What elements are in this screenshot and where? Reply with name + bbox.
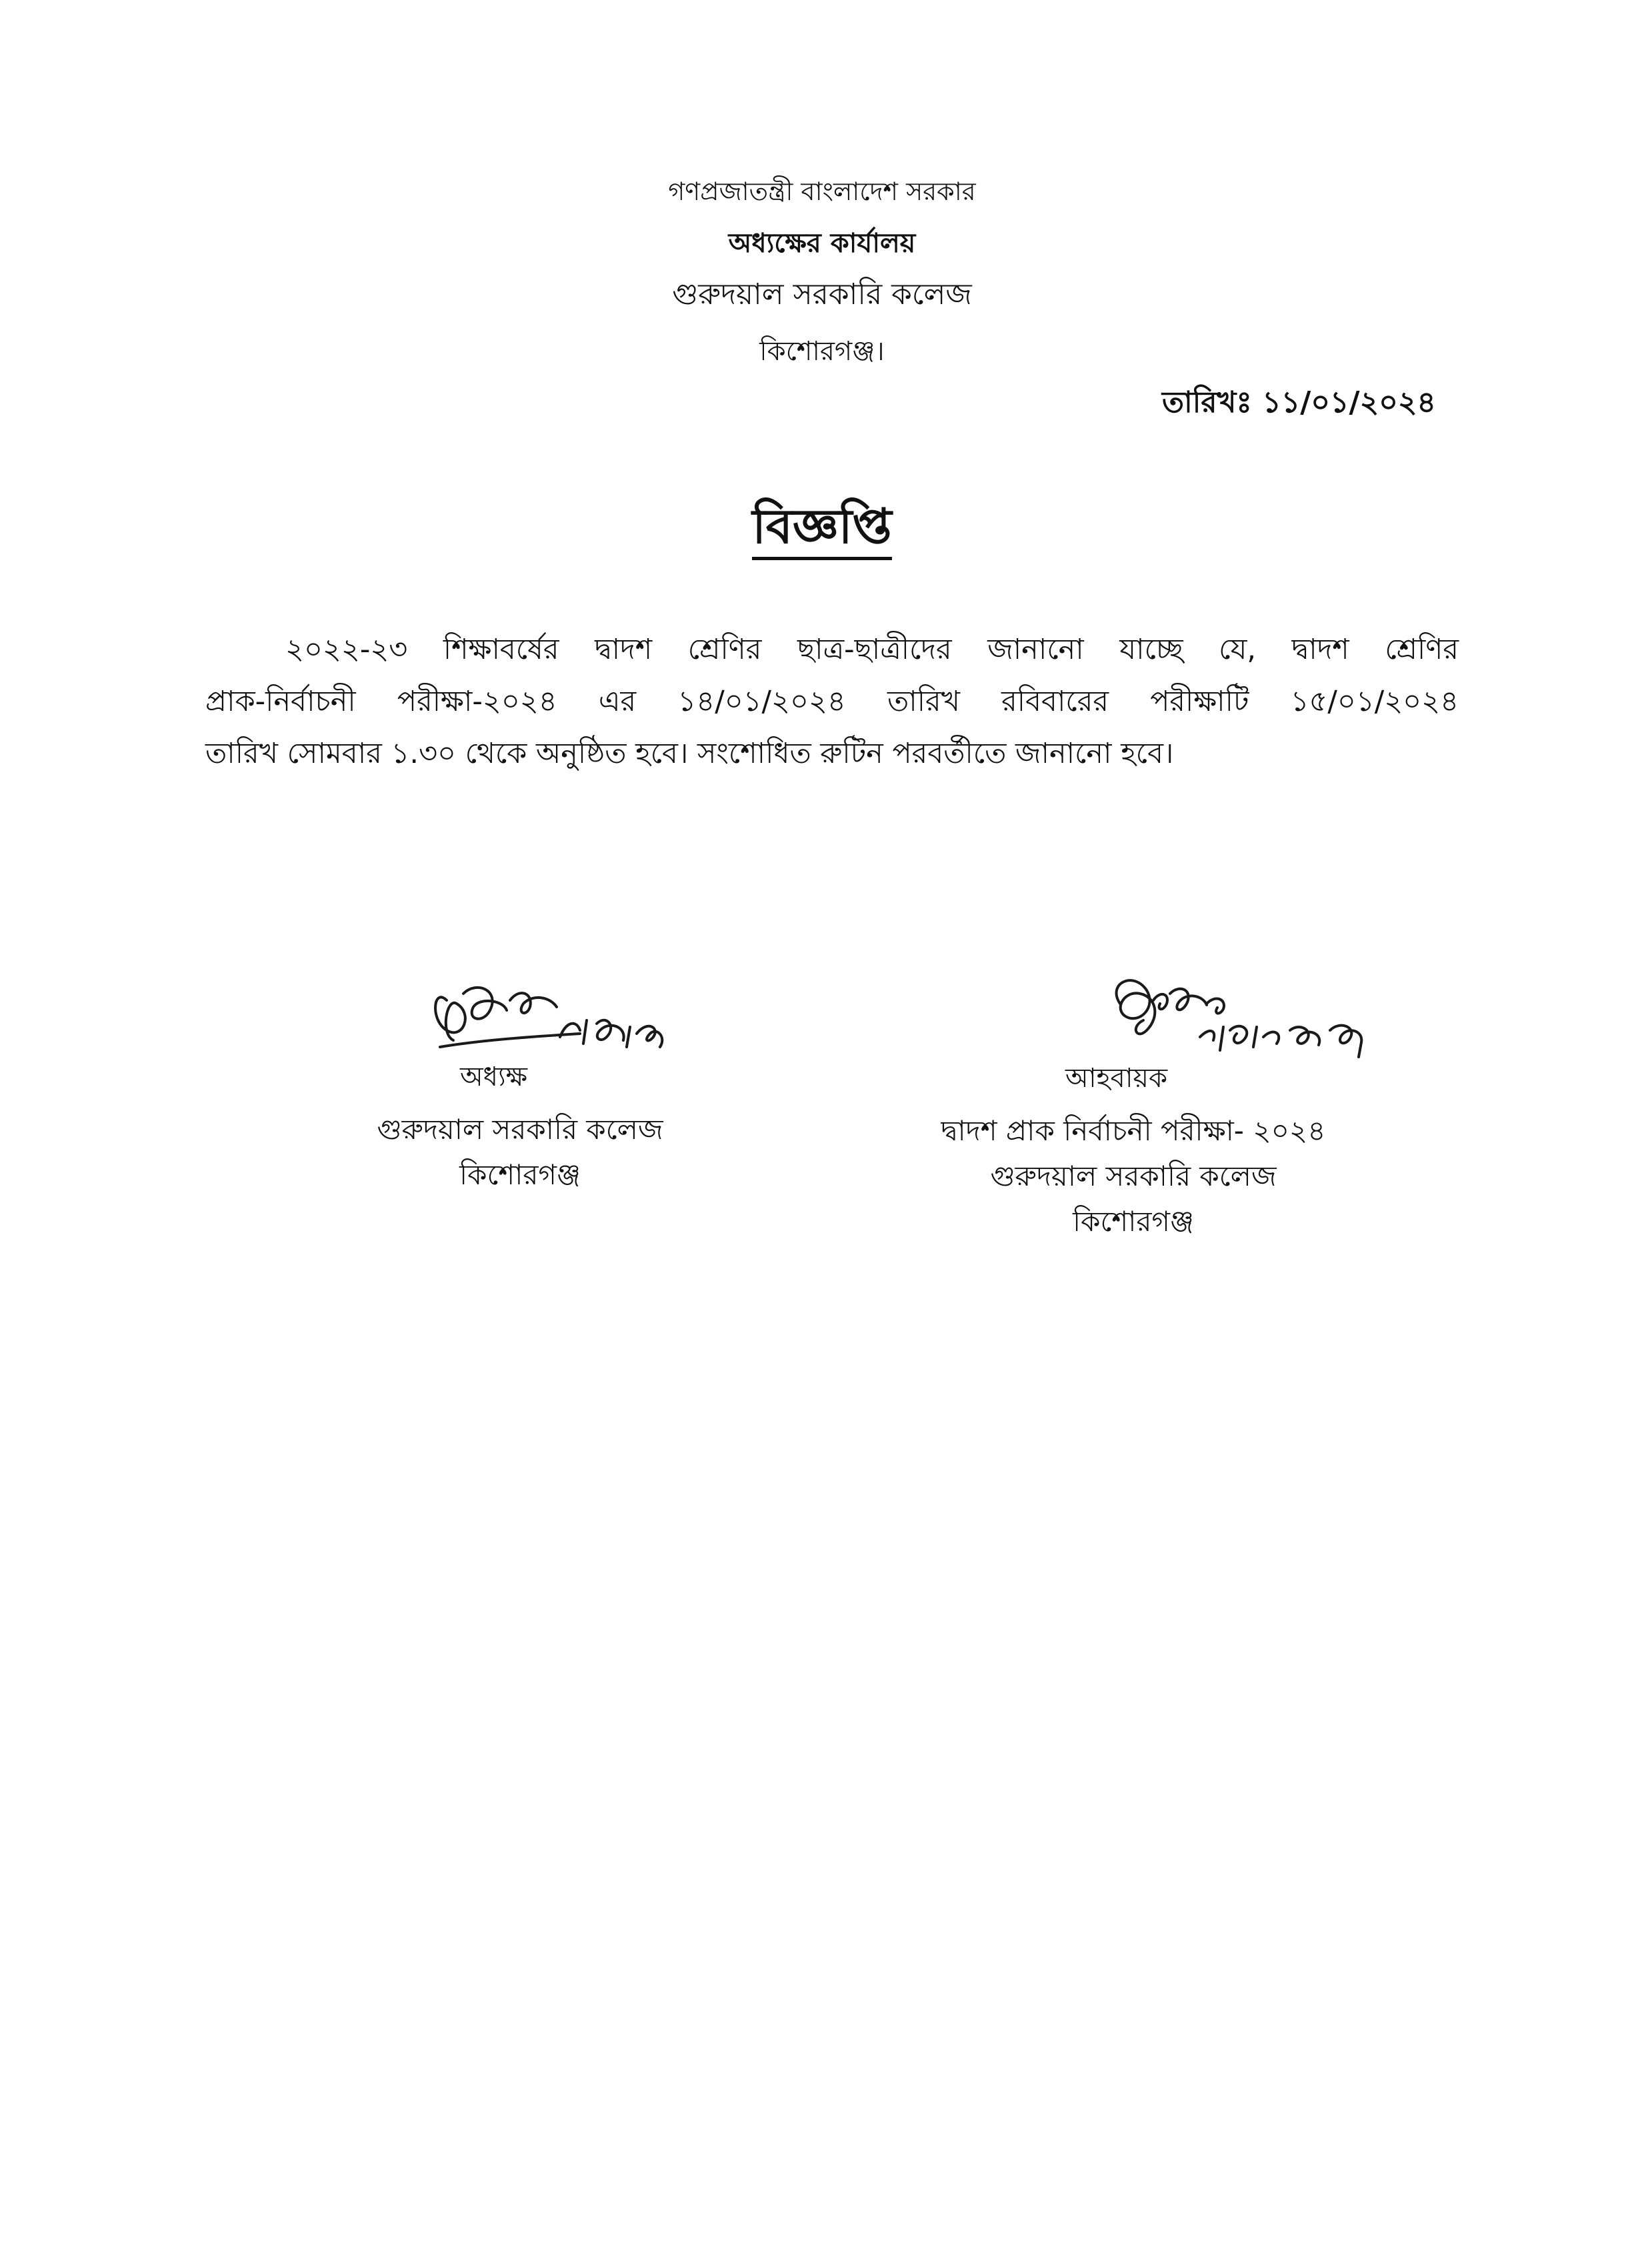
convener-details — [827, 1108, 1440, 1244]
notice-date: তারিখঃ ১১/০১/২০২৪ — [1161, 385, 1436, 419]
office-name: অধ্যক্ষের কার্যালয় — [728, 228, 916, 259]
convener-exam: দ্বাদশ প্রাক নির্বাচনী পরীক্ষা- ২০২৪ — [941, 1114, 1326, 1147]
principal-details — [267, 1107, 773, 1198]
notice-title-text: বিজ্ঞপ্তি — [752, 498, 891, 560]
convener-college: গুরুদয়াল সরকারি কলেজ — [990, 1160, 1277, 1192]
notice-body — [205, 624, 1459, 780]
convener-title: আহবায়ক — [1065, 1063, 1168, 1094]
principal-district: কিশোরগঞ্জ — [459, 1158, 581, 1191]
principal-title: অধ্যক্ষ — [460, 1062, 528, 1092]
notice-title — [0, 490, 1644, 570]
district-name: কিশোরগঞ্জ। — [759, 336, 885, 367]
principal-college: গুরুদয়াল সরকারি কলেজ — [377, 1113, 663, 1146]
body-line-2: প্রাক-নির্বাচনী পরীক্ষা-২০২৪ এর ১৪/০১/২০২৪ তারিখ রবিবারের পরীক্ষাটি ১৫/০১/২০২৪ — [205, 685, 1459, 718]
college-name: গুরুদয়াল সরকারি কলেজ — [672, 277, 972, 311]
body-line-3: তারিখ সোমবার ১.৩০ থেকে অনুষ্ঠিত হবে। সংশোধিত রুটিন পরবর্তীতে জানানো হবে। — [205, 737, 1174, 770]
convener-district: কিশোরগঞ্জ — [1073, 1205, 1194, 1238]
government-name: গণপ্রজাতন্ত্রী বাংলাদেশ সরকার — [668, 177, 976, 206]
body-line-1: ২০২২-২৩ শিক্ষাবর্ষের দ্বাদশ শ্রেণির ছাত্র-ছাত্রীদের জানানো যাচ্ছে যে, দ্বাদশ শ্রেণির — [285, 633, 1459, 666]
